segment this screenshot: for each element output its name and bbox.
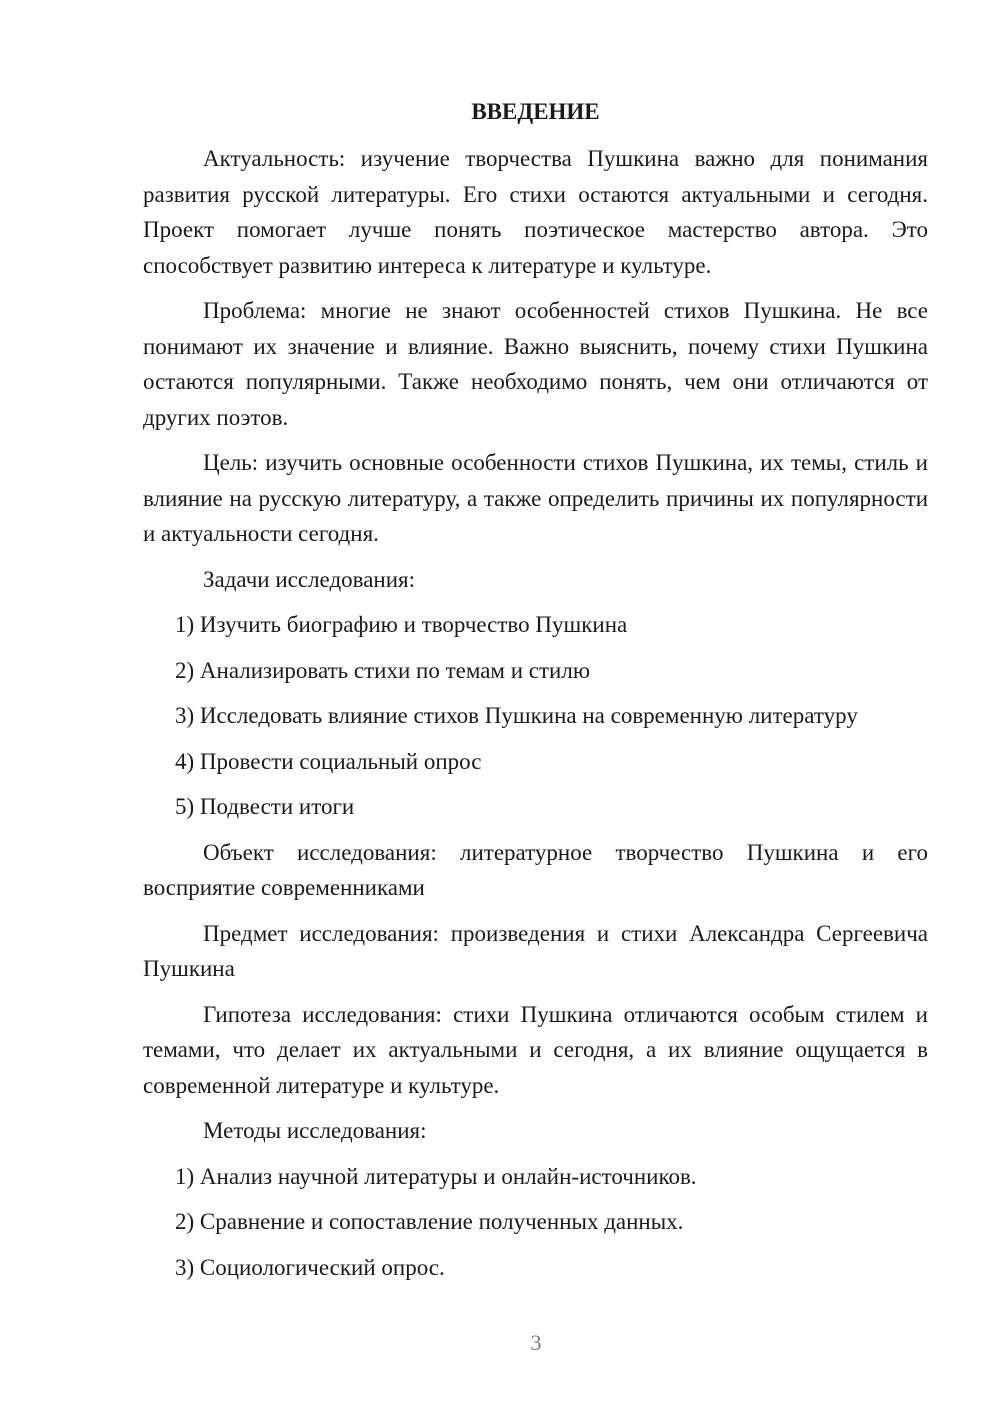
list-item: 4) Провести социальный опрос <box>175 748 482 774</box>
list-item: 2) Анализировать стихи по темам и стилю <box>175 657 591 683</box>
list-item: 1) Анализ научной литературы и онлайн-источников. <box>175 1163 697 1189</box>
object-paragraph: Объект исследования: литературное творчество Пушкина и его восприятие современниками <box>143 839 928 900</box>
list-item: 3) Социологический опрос. <box>175 1254 445 1280</box>
list-item: 3) Исследовать влияние стихов Пушкина на современную литературу <box>175 703 858 728</box>
problem-paragraph: Проблема: многие не знают особенностей стихов Пушкина. Не все понимают их значение и влияние. Важно выяснить, почему стихи Пушкина остаются популярными. Также необходимо понять, чем они отличаются от других поэтов. <box>143 298 928 430</box>
hypothesis-paragraph: Гипотеза исследования: стихи Пушкина отличаются особым стилем и темами, что делает их актуальными и сегодня, а их влияние ощущается в современной литературе и культуре. <box>143 1001 928 1098</box>
list-item: 2) Сравнение и сопоставление полученных данных. <box>175 1209 684 1234</box>
methods-list <box>143 1159 928 1286</box>
tasks-heading: Задачи исследования: <box>203 566 416 592</box>
list-item: 1) Изучить биографию и творчество Пушкина <box>175 612 628 637</box>
tasks-list <box>143 607 928 825</box>
goal-paragraph: Цель: изучить основные особенности стихов Пушкина, их темы, стиль и влияние на русскую литературу, а также определить причины их популярности и актуальности сегодня. <box>143 450 928 546</box>
subject-paragraph: Предмет исследования: произведения и стихи Александра Сергеевича Пушкина <box>143 920 928 981</box>
section-title: ВВЕДЕНИЕ <box>471 99 600 124</box>
page-number: 3 <box>530 1330 542 1355</box>
methods-heading: Методы исследования: <box>203 1118 427 1143</box>
relevance-paragraph: Актуальность: изучение творчества Пушкина важно для понимания развития русской литературы. Его стихи остаются актуальными и сегодня. Проект помогает лучше понять поэтическое мастерство автора. Это способствует развитию интереса к литературе и культуре. <box>143 146 928 278</box>
page-content <box>143 94 928 1295</box>
list-item: 5) Подвести итоги <box>175 794 355 819</box>
